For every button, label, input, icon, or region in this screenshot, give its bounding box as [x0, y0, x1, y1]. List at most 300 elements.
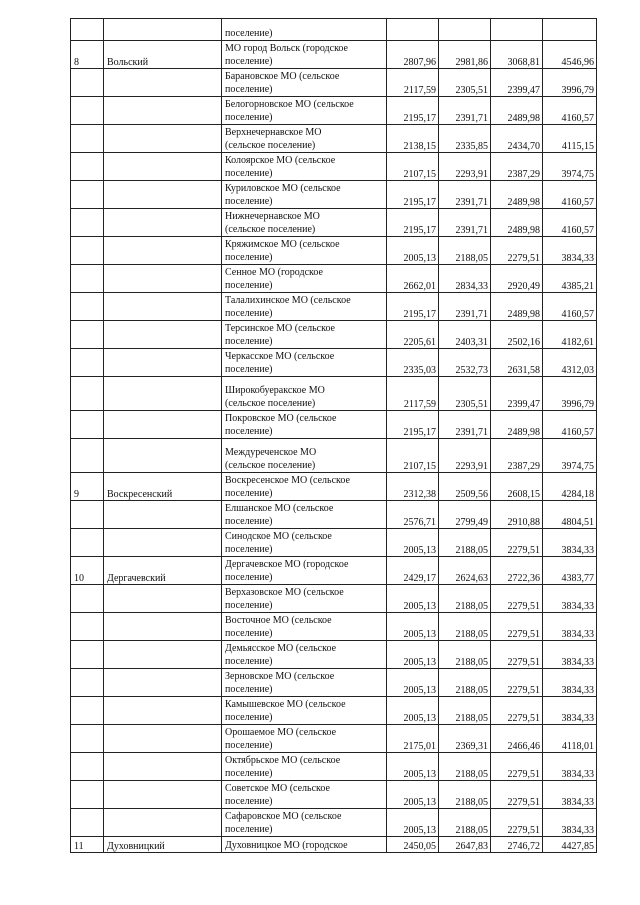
district-cell	[104, 669, 222, 697]
value-cell-1: 2005,13	[387, 237, 439, 265]
municipality-cell	[222, 753, 387, 781]
value-cell-1: 2195,17	[387, 411, 439, 439]
municipality-cell	[222, 349, 387, 377]
municipality-name-line: поселение)	[225, 336, 273, 347]
district-cell	[104, 439, 222, 473]
value-cell-3: 2608,15	[491, 473, 543, 501]
row-number-cell	[71, 321, 104, 349]
row-number-cell	[71, 293, 104, 321]
value-cell-3: 2387,29	[491, 439, 543, 473]
value-cell-1: 2005,13	[387, 585, 439, 613]
value-cell-2: 2799,49	[439, 501, 491, 529]
district-cell	[104, 585, 222, 613]
municipality-name-line: Демьясское МО (сельское	[225, 643, 337, 654]
municipality-name-line: Духовницкое МО (городское	[225, 840, 348, 851]
municipality-name-line: поселение)	[225, 768, 273, 779]
value-cell-3: 2399,47	[491, 377, 543, 411]
municipality-name-line: Елшанское МО (сельское	[225, 503, 334, 514]
value-cell-1: 2429,17	[387, 557, 439, 585]
row-number-cell	[71, 753, 104, 781]
row-number-cell	[71, 97, 104, 125]
value-cell-3: 2910,88	[491, 501, 543, 529]
value-cell-1: 2138,15	[387, 125, 439, 153]
value-cell-3: 2502,16	[491, 321, 543, 349]
municipality-name-line: Сенное МО (городское	[225, 267, 323, 278]
municipality-cell	[222, 97, 387, 125]
value-cell-1: 2312,38	[387, 473, 439, 501]
value-cell-2: 2647,83	[439, 837, 491, 853]
municipality-name-line: поселение)	[225, 308, 273, 319]
value-cell-4: 4160,57	[543, 181, 597, 209]
table-row	[71, 181, 597, 209]
municipality-name-line: (сельское поселение)	[225, 140, 316, 151]
municipality-name-line: Междуреченское МО	[225, 447, 317, 458]
municipality-cell	[222, 321, 387, 349]
row-number-cell: 11	[71, 837, 104, 853]
value-cell-1: 2450,05	[387, 837, 439, 853]
value-cell-4: 3834,33	[543, 641, 597, 669]
municipality-cell	[222, 557, 387, 585]
value-cell-1: 2195,17	[387, 181, 439, 209]
municipality-cell	[222, 837, 387, 853]
municipality-cell	[222, 725, 387, 753]
municipality-name-line: Синодское МО (сельское	[225, 531, 332, 542]
municipality-name-line: Октябрьское МО (сельское	[225, 755, 341, 766]
municipality-cell	[222, 237, 387, 265]
municipality-name-line: Камышевское МО (сельское	[225, 699, 346, 710]
district-cell	[104, 181, 222, 209]
municipality-name-line: поселение)	[225, 684, 273, 695]
value-cell-1: 2205,61	[387, 321, 439, 349]
value-cell-2: 2624,63	[439, 557, 491, 585]
municipality-name-line: поселение)	[225, 656, 273, 667]
value-cell-3: 2279,51	[491, 753, 543, 781]
district-cell	[104, 209, 222, 237]
value-cell-4: 4804,51	[543, 501, 597, 529]
value-cell-2: 2403,31	[439, 321, 491, 349]
value-cell-2: 2188,05	[439, 697, 491, 725]
district-cell: Духовницкий	[104, 837, 222, 853]
value-cell-3: 2279,51	[491, 613, 543, 641]
municipality-name-line: поселение)	[225, 628, 273, 639]
value-cell-2: 2188,05	[439, 613, 491, 641]
municipality-cell	[222, 613, 387, 641]
value-cell-4: 3834,33	[543, 669, 597, 697]
value-cell-1: 2195,17	[387, 293, 439, 321]
municipality-name-line: поселение)	[225, 516, 273, 527]
value-cell-4: 4383,77	[543, 557, 597, 585]
municipality-name-line: (сельское поселение)	[225, 460, 316, 471]
district-cell	[104, 725, 222, 753]
district-cell	[104, 753, 222, 781]
value-cell-1: 2005,13	[387, 669, 439, 697]
value-cell-4: 3834,33	[543, 753, 597, 781]
table-row	[71, 237, 597, 265]
municipality-name-line: поселение)	[225, 56, 273, 67]
municipality-cell	[222, 809, 387, 837]
row-number-cell	[71, 641, 104, 669]
value-cell-3: 2489,98	[491, 411, 543, 439]
value-cell-3	[491, 19, 543, 41]
value-cell-4: 3834,33	[543, 585, 597, 613]
value-cell-1: 2662,01	[387, 265, 439, 293]
value-cell-2: 2305,51	[439, 69, 491, 97]
value-cell-1: 2335,03	[387, 349, 439, 377]
municipality-name-line: поселение)	[225, 544, 273, 555]
value-cell-1: 2576,71	[387, 501, 439, 529]
value-cell-3: 2489,98	[491, 209, 543, 237]
municipality-name-line: поселение)	[225, 712, 273, 723]
value-cell-2: 2188,05	[439, 641, 491, 669]
value-cell-1: 2005,13	[387, 613, 439, 641]
row-number-cell	[71, 697, 104, 725]
value-cell-4: 4160,57	[543, 293, 597, 321]
table-row	[71, 153, 597, 181]
table-row	[71, 19, 597, 41]
municipality-cell	[222, 265, 387, 293]
value-cell-4: 4160,57	[543, 411, 597, 439]
municipality-name-line: поселение)	[225, 796, 273, 807]
table-row	[71, 641, 597, 669]
table-row	[71, 669, 597, 697]
district-cell	[104, 69, 222, 97]
value-cell-2: 2293,91	[439, 439, 491, 473]
municipality-cell	[222, 529, 387, 557]
district-cell	[104, 153, 222, 181]
value-cell-2: 2335,85	[439, 125, 491, 153]
district-cell: Дергачевский	[104, 557, 222, 585]
municipality-name-line: поселение)	[225, 196, 273, 207]
value-cell-2: 2188,05	[439, 585, 491, 613]
value-cell-4: 4312,03	[543, 349, 597, 377]
value-cell-2: 2509,56	[439, 473, 491, 501]
value-cell-3: 2279,51	[491, 697, 543, 725]
table-row	[71, 411, 597, 439]
municipality-name-line: поселение)	[225, 84, 273, 95]
district-cell	[104, 501, 222, 529]
table-row	[71, 265, 597, 293]
value-cell-2: 2391,71	[439, 209, 491, 237]
value-cell-3: 2489,98	[491, 293, 543, 321]
table-row	[71, 473, 597, 501]
row-number-cell	[71, 501, 104, 529]
value-cell-1: 2807,96	[387, 41, 439, 69]
municipality-cell	[222, 153, 387, 181]
value-cell-4	[543, 19, 597, 41]
municipality-name-line: Белогорновское МО (сельское	[225, 99, 354, 110]
district-cell	[104, 293, 222, 321]
municipality-cell	[222, 377, 387, 411]
table-row	[71, 585, 597, 613]
value-cell-3: 2279,51	[491, 669, 543, 697]
municipality-cell	[222, 781, 387, 809]
municipality-name-line: (сельское поселение)	[225, 398, 316, 409]
value-cell-4: 4160,57	[543, 97, 597, 125]
row-number-cell	[71, 69, 104, 97]
municipality-name-line: поселение)	[225, 740, 273, 751]
value-cell-3: 2279,51	[491, 585, 543, 613]
municipality-cell	[222, 641, 387, 669]
value-cell-2: 2188,05	[439, 781, 491, 809]
value-cell-1: 2005,13	[387, 753, 439, 781]
municipality-name-line: поселение)	[225, 280, 273, 291]
municipality-cell	[222, 411, 387, 439]
value-cell-4: 3834,33	[543, 697, 597, 725]
value-cell-4: 3996,79	[543, 377, 597, 411]
district-cell	[104, 321, 222, 349]
value-cell-4: 4182,61	[543, 321, 597, 349]
municipality-name-line: поселение)	[225, 364, 273, 375]
row-number-cell	[71, 411, 104, 439]
value-cell-3: 2920,49	[491, 265, 543, 293]
value-cell-1: 2195,17	[387, 97, 439, 125]
district-cell	[104, 697, 222, 725]
table-row	[71, 557, 597, 585]
value-cell-2: 2188,05	[439, 753, 491, 781]
value-cell-2: 2188,05	[439, 809, 491, 837]
row-number-cell	[71, 809, 104, 837]
value-cell-3: 3068,81	[491, 41, 543, 69]
table-row	[71, 837, 597, 853]
municipality-cell	[222, 473, 387, 501]
value-cell-4: 3834,33	[543, 613, 597, 641]
municipality-cell	[222, 19, 387, 41]
district-cell	[104, 265, 222, 293]
municipality-name-line: поселение)	[225, 488, 273, 499]
value-cell-4: 3834,33	[543, 237, 597, 265]
value-cell-4: 4546,96	[543, 41, 597, 69]
district-cell	[104, 349, 222, 377]
row-number-cell: 10	[71, 557, 104, 585]
municipality-cell	[222, 669, 387, 697]
district-cell	[104, 125, 222, 153]
value-cell-4: 3974,75	[543, 439, 597, 473]
row-number-cell	[71, 19, 104, 41]
value-cell-4: 3834,33	[543, 529, 597, 557]
value-cell-4: 3974,75	[543, 153, 597, 181]
value-cell-1: 2005,13	[387, 641, 439, 669]
value-cell-2: 2391,71	[439, 97, 491, 125]
municipality-cell	[222, 209, 387, 237]
municipality-cell	[222, 501, 387, 529]
municipality-name-line: Черкасское МО (сельское	[225, 351, 335, 362]
value-cell-1: 2195,17	[387, 209, 439, 237]
district-cell	[104, 529, 222, 557]
value-cell-1: 2005,13	[387, 529, 439, 557]
district-cell	[104, 411, 222, 439]
value-cell-2: 2305,51	[439, 377, 491, 411]
municipality-name-line: Нижнечернавское МО	[225, 211, 320, 222]
district-cell	[104, 641, 222, 669]
value-cell-1: 2005,13	[387, 697, 439, 725]
municipality-cell	[222, 181, 387, 209]
value-cell-3: 2279,51	[491, 237, 543, 265]
district-cell	[104, 19, 222, 41]
value-cell-3: 2631,58	[491, 349, 543, 377]
value-cell-3: 2279,51	[491, 809, 543, 837]
value-cell-1: 2117,59	[387, 377, 439, 411]
district-cell	[104, 613, 222, 641]
value-cell-4: 4385,21	[543, 265, 597, 293]
municipality-name-line: поселение)	[225, 28, 273, 39]
municipality-name-line: Куриловское МО (сельское	[225, 183, 341, 194]
row-number-cell	[71, 585, 104, 613]
row-number-cell	[71, 725, 104, 753]
table-row	[71, 439, 597, 473]
table-row	[71, 377, 597, 411]
value-cell-1: 2107,15	[387, 439, 439, 473]
row-number-cell	[71, 781, 104, 809]
table-row	[71, 293, 597, 321]
value-cell-4: 4118,01	[543, 725, 597, 753]
municipality-name-line: Талалихинское МО (сельское	[225, 295, 351, 306]
value-cell-2: 2293,91	[439, 153, 491, 181]
district-cell	[104, 809, 222, 837]
value-cell-4: 3834,33	[543, 781, 597, 809]
table-row	[71, 349, 597, 377]
value-cell-2: 2391,71	[439, 411, 491, 439]
table-row	[71, 781, 597, 809]
value-cell-2: 2391,71	[439, 181, 491, 209]
district-cell	[104, 781, 222, 809]
municipality-name-line: Колоярское МО (сельское	[225, 155, 336, 166]
district-cell: Вольский	[104, 41, 222, 69]
value-cell-2	[439, 19, 491, 41]
row-number-cell	[71, 669, 104, 697]
municipality-name-line: Сафаровское МО (сельское	[225, 811, 342, 822]
municipality-cell	[222, 69, 387, 97]
value-cell-4: 4160,57	[543, 209, 597, 237]
value-cell-1: 2005,13	[387, 809, 439, 837]
value-cell-4: 3834,33	[543, 809, 597, 837]
value-cell-1: 2175,01	[387, 725, 439, 753]
municipality-name-line: поселение)	[225, 112, 273, 123]
row-number-cell: 9	[71, 473, 104, 501]
value-cell-3: 2722,36	[491, 557, 543, 585]
municipality-name-line: поселение)	[225, 824, 273, 835]
row-number-cell: 8	[71, 41, 104, 69]
municipality-name-line: Воскресенское МО (сельское	[225, 475, 350, 486]
row-number-cell	[71, 439, 104, 473]
value-cell-2: 2188,05	[439, 529, 491, 557]
table-row	[71, 209, 597, 237]
value-cell-3: 2466,46	[491, 725, 543, 753]
table-row	[71, 529, 597, 557]
municipality-name-line: Восточное МО (сельское	[225, 615, 332, 626]
table-row	[71, 321, 597, 349]
district-cell	[104, 237, 222, 265]
municipality-name-line: Покровское МО (сельское	[225, 413, 337, 424]
row-number-cell	[71, 377, 104, 411]
value-cell-1: 2117,59	[387, 69, 439, 97]
value-cell-3: 2279,51	[491, 529, 543, 557]
value-cell-3: 2279,51	[491, 641, 543, 669]
row-number-cell	[71, 349, 104, 377]
value-cell-2: 2532,73	[439, 349, 491, 377]
municipality-cell	[222, 293, 387, 321]
row-number-cell	[71, 613, 104, 641]
municipality-name-line: Широкобуеракское МО	[225, 385, 325, 396]
municipality-cell	[222, 41, 387, 69]
value-cell-1	[387, 19, 439, 41]
municipality-name-line: Зерновское МО (сельское	[225, 671, 335, 682]
value-cell-3: 2399,47	[491, 69, 543, 97]
value-cell-4: 4284,18	[543, 473, 597, 501]
municipality-cell	[222, 697, 387, 725]
row-number-cell	[71, 529, 104, 557]
table-row	[71, 697, 597, 725]
value-cell-2: 2188,05	[439, 237, 491, 265]
tariff-table	[70, 18, 597, 853]
value-cell-1: 2005,13	[387, 781, 439, 809]
municipality-name-line: поселение)	[225, 252, 273, 263]
value-cell-2: 2981,86	[439, 41, 491, 69]
municipality-cell	[222, 585, 387, 613]
table-row	[71, 41, 597, 69]
value-cell-4: 4427,85	[543, 837, 597, 853]
municipality-name-line: поселение)	[225, 168, 273, 179]
municipality-name-line: Кряжимское МО (сельское	[225, 239, 340, 250]
table-body	[71, 19, 597, 853]
table-row	[71, 809, 597, 837]
municipality-name-line: Терсинское МО (сельское	[225, 323, 335, 334]
table-row	[71, 753, 597, 781]
municipality-name-line: Дергачевское МО (городское	[225, 559, 349, 570]
value-cell-3: 2434,70	[491, 125, 543, 153]
table-row	[71, 125, 597, 153]
table-row	[71, 97, 597, 125]
value-cell-4: 4115,15	[543, 125, 597, 153]
district-cell	[104, 377, 222, 411]
value-cell-3: 2387,29	[491, 153, 543, 181]
value-cell-1: 2107,15	[387, 153, 439, 181]
municipality-name-line: Верхазовское МО (сельское	[225, 587, 344, 598]
value-cell-2: 2188,05	[439, 669, 491, 697]
row-number-cell	[71, 237, 104, 265]
municipality-name-line: Советское МО (сельское	[225, 783, 330, 794]
municipality-name-line: поселение)	[225, 426, 273, 437]
value-cell-3: 2279,51	[491, 781, 543, 809]
municipality-name-line: МО город Вольск (городское	[225, 43, 348, 54]
municipality-name-line: (сельское поселение)	[225, 224, 316, 235]
row-number-cell	[71, 125, 104, 153]
value-cell-3: 2746,72	[491, 837, 543, 853]
table-row	[71, 725, 597, 753]
row-number-cell	[71, 209, 104, 237]
value-cell-2: 2391,71	[439, 293, 491, 321]
municipality-cell	[222, 439, 387, 473]
value-cell-3: 2489,98	[491, 97, 543, 125]
municipality-name-line: Барановское МО (сельское	[225, 71, 340, 82]
municipality-name-line: поселение)	[225, 600, 273, 611]
value-cell-3: 2489,98	[491, 181, 543, 209]
row-number-cell	[71, 265, 104, 293]
district-cell	[104, 97, 222, 125]
municipality-name-line: поселение)	[225, 572, 273, 583]
table-row	[71, 69, 597, 97]
municipality-cell	[222, 125, 387, 153]
table-row	[71, 501, 597, 529]
municipality-name-line: Верхнечернавское МО	[225, 127, 322, 138]
value-cell-2: 2369,31	[439, 725, 491, 753]
row-number-cell	[71, 181, 104, 209]
value-cell-4: 3996,79	[543, 69, 597, 97]
municipality-name-line: Орошаемое МО (сельское	[225, 727, 337, 738]
value-cell-2: 2834,33	[439, 265, 491, 293]
district-cell: Воскресенский	[104, 473, 222, 501]
table-row	[71, 613, 597, 641]
row-number-cell	[71, 153, 104, 181]
